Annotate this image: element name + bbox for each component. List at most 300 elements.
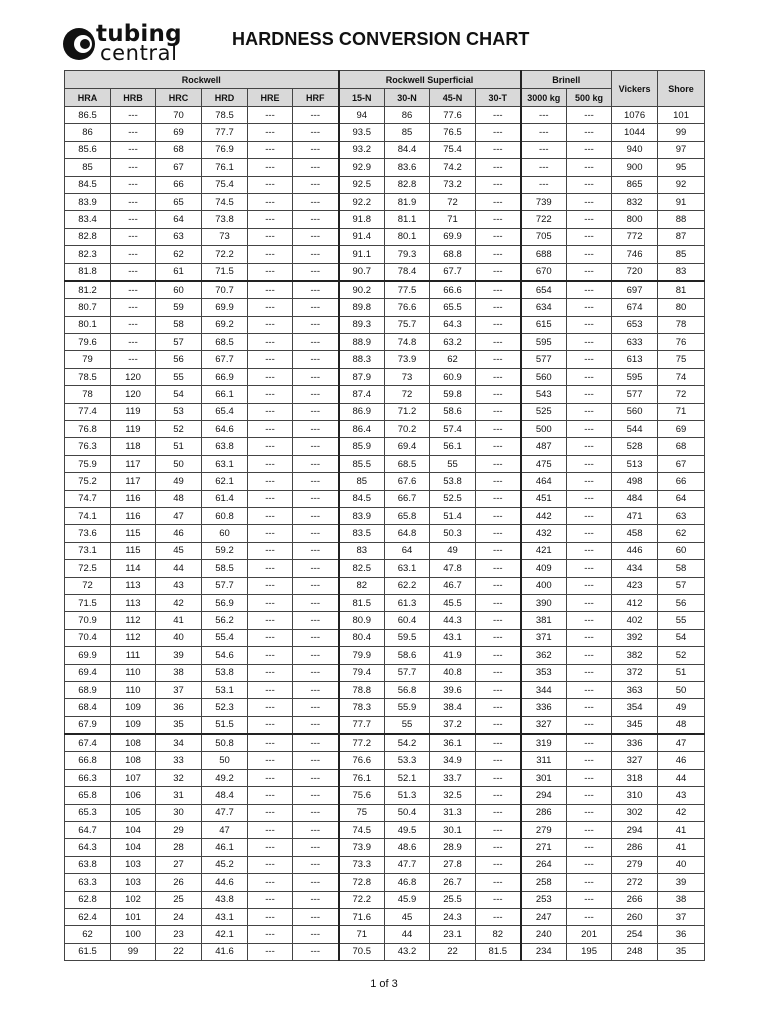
cell-500kg: ---	[567, 455, 612, 472]
cell-15n: 76.1	[339, 769, 385, 786]
cell-shore: 44	[658, 769, 705, 786]
cell-3000kg: 258	[521, 874, 567, 891]
cell-3000kg: 442	[521, 507, 567, 524]
cell-3000kg: 654	[521, 281, 567, 299]
cell-45n: 62	[430, 351, 476, 368]
cell-500kg: ---	[567, 386, 612, 403]
cell-hra: 68.9	[65, 681, 111, 698]
cell-shore: 50	[658, 681, 705, 698]
cell-15n: 82.5	[339, 560, 385, 577]
cell-hre: ---	[248, 455, 293, 472]
cell-45n: 49	[430, 542, 476, 559]
cell-hra: 68.4	[65, 699, 111, 716]
logo-mark-icon	[62, 26, 98, 62]
cell-vickers: 260	[612, 908, 658, 925]
cell-hrf: ---	[293, 577, 339, 594]
cell-15n: 74.5	[339, 822, 385, 839]
cell-hrb: 112	[111, 612, 156, 629]
cell-3000kg: 294	[521, 787, 567, 804]
cell-hre: ---	[248, 629, 293, 646]
cell-hrf: ---	[293, 176, 339, 193]
cell-hrb: 99	[111, 943, 156, 960]
cell-hra: 85	[65, 159, 111, 176]
cell-500kg: ---	[567, 351, 612, 368]
cell-hrb: ---	[111, 124, 156, 141]
cell-45n: 37.2	[430, 716, 476, 734]
cell-hrb: 108	[111, 734, 156, 752]
cell-45n: 57.4	[430, 421, 476, 438]
cell-45n: 56.1	[430, 438, 476, 455]
cell-30t: ---	[476, 647, 521, 664]
cell-hra: 74.1	[65, 507, 111, 524]
cell-500kg: 201	[567, 926, 612, 943]
cell-hrc: 37	[156, 681, 202, 698]
cell-500kg: ---	[567, 107, 612, 124]
cell-500kg: ---	[567, 804, 612, 821]
table-row	[65, 421, 705, 438]
group-header-brinell: Brinell	[521, 71, 612, 89]
cell-30t: 81.5	[476, 943, 521, 960]
cell-500kg: ---	[567, 560, 612, 577]
cell-30t: ---	[476, 787, 521, 804]
cell-3000kg: ---	[521, 159, 567, 176]
cell-hrc: 55	[156, 368, 202, 385]
cell-hrd: 50.8	[202, 734, 248, 752]
cell-500kg: ---	[567, 681, 612, 698]
cell-hra: 78.5	[65, 368, 111, 385]
cell-hrf: ---	[293, 664, 339, 681]
cell-shore: 41	[658, 822, 705, 839]
cell-30n: 75.7	[385, 316, 430, 333]
cell-hrb: 100	[111, 926, 156, 943]
cell-hra: 83.4	[65, 211, 111, 228]
cell-hrc: 36	[156, 699, 202, 716]
cell-30n: 84.4	[385, 141, 430, 158]
cell-45n: 68.8	[430, 246, 476, 263]
cell-hre: ---	[248, 299, 293, 316]
cell-45n: 22	[430, 943, 476, 960]
cell-hrb: 105	[111, 804, 156, 821]
cell-hra: 67.9	[65, 716, 111, 734]
cell-45n: 36.1	[430, 734, 476, 752]
cell-45n: 58.6	[430, 403, 476, 420]
table-body	[65, 107, 705, 961]
cell-vickers: 1076	[612, 107, 658, 124]
cell-hrd: 66.1	[202, 386, 248, 403]
cell-30t: ---	[476, 822, 521, 839]
cell-500kg: ---	[567, 647, 612, 664]
cell-500kg: ---	[567, 246, 612, 263]
cell-hrb: 108	[111, 752, 156, 769]
cell-15n: 75.6	[339, 787, 385, 804]
column-header-45n: 45-N	[430, 89, 476, 107]
column-header-shore: Shore	[658, 71, 705, 107]
cell-500kg: ---	[567, 716, 612, 734]
cell-3000kg: 286	[521, 804, 567, 821]
cell-hrb: 101	[111, 908, 156, 925]
cell-30t: ---	[476, 629, 521, 646]
cell-hrd: 67.7	[202, 351, 248, 368]
cell-hrf: ---	[293, 473, 339, 490]
cell-shore: 87	[658, 228, 705, 245]
cell-15n: 91.8	[339, 211, 385, 228]
cell-3000kg: 271	[521, 839, 567, 856]
cell-hre: ---	[248, 681, 293, 698]
cell-vickers: 577	[612, 386, 658, 403]
cell-30n: 58.6	[385, 647, 430, 664]
cell-hrb: 103	[111, 874, 156, 891]
cell-hrd: 68.5	[202, 334, 248, 351]
table-row	[65, 473, 705, 490]
cell-hrf: ---	[293, 421, 339, 438]
cell-500kg: ---	[567, 403, 612, 420]
cell-15n: 84.5	[339, 490, 385, 507]
cell-45n: 27.8	[430, 856, 476, 873]
table-row	[65, 647, 705, 664]
cell-vickers: 363	[612, 681, 658, 698]
cell-hra: 75.9	[65, 455, 111, 472]
table-row	[65, 629, 705, 646]
cell-hre: ---	[248, 525, 293, 542]
cell-30n: 74.8	[385, 334, 430, 351]
column-header-hra: HRA	[65, 89, 111, 107]
cell-vickers: 528	[612, 438, 658, 455]
cell-hrf: ---	[293, 874, 339, 891]
cell-15n: 79.4	[339, 664, 385, 681]
cell-hrf: ---	[293, 507, 339, 524]
cell-45n: 74.2	[430, 159, 476, 176]
cell-hrc: 26	[156, 874, 202, 891]
cell-hrf: ---	[293, 926, 339, 943]
cell-vickers: 900	[612, 159, 658, 176]
cell-500kg: ---	[567, 525, 612, 542]
cell-30t: 82	[476, 926, 521, 943]
cell-30n: 78.4	[385, 263, 430, 281]
logo-text-central: central	[100, 41, 178, 65]
group-header-rockwell-superficial: Rockwell Superficial	[339, 71, 521, 89]
cell-15n: 80.4	[339, 629, 385, 646]
cell-hrc: 54	[156, 386, 202, 403]
cell-vickers: 382	[612, 647, 658, 664]
cell-500kg: ---	[567, 141, 612, 158]
cell-hrc: 67	[156, 159, 202, 176]
cell-hrd: 59.2	[202, 542, 248, 559]
cell-shore: 51	[658, 664, 705, 681]
cell-hre: ---	[248, 647, 293, 664]
cell-hrf: ---	[293, 455, 339, 472]
cell-15n: 89.8	[339, 299, 385, 316]
cell-hrb: ---	[111, 159, 156, 176]
cell-hrc: 50	[156, 455, 202, 472]
cell-hrd: 48.4	[202, 787, 248, 804]
cell-hrf: ---	[293, 612, 339, 629]
cell-30n: 70.2	[385, 421, 430, 438]
cell-3000kg: 615	[521, 316, 567, 333]
cell-30t: ---	[476, 316, 521, 333]
cell-hra: 76.8	[65, 421, 111, 438]
cell-30n: 80.1	[385, 228, 430, 245]
cell-hrd: 66.9	[202, 368, 248, 385]
cell-hre: ---	[248, 334, 293, 351]
cell-30n: 45	[385, 908, 430, 925]
cell-15n: 79.9	[339, 647, 385, 664]
cell-hrd: 60	[202, 525, 248, 542]
cell-hrd: 69.2	[202, 316, 248, 333]
table-row	[65, 926, 705, 943]
cell-500kg: ---	[567, 438, 612, 455]
cell-hrc: 27	[156, 856, 202, 873]
cell-hrf: ---	[293, 351, 339, 368]
cell-hre: ---	[248, 594, 293, 611]
cell-30t: ---	[476, 193, 521, 210]
cell-30t: ---	[476, 246, 521, 263]
cell-500kg: ---	[567, 211, 612, 228]
cell-hrd: 53.8	[202, 664, 248, 681]
cell-hrc: 63	[156, 228, 202, 245]
page-number: 1 of 3	[370, 978, 398, 990]
cell-500kg: ---	[567, 664, 612, 681]
cell-shore: 83	[658, 263, 705, 281]
cell-hrb: ---	[111, 228, 156, 245]
cell-45n: 64.3	[430, 316, 476, 333]
cell-30n: 76.6	[385, 299, 430, 316]
cell-vickers: 372	[612, 664, 658, 681]
cell-15n: 85.5	[339, 455, 385, 472]
hardness-conversion-table	[64, 70, 705, 961]
cell-hrf: ---	[293, 525, 339, 542]
cell-45n: 73.2	[430, 176, 476, 193]
table-row	[65, 507, 705, 524]
cell-hrc: 64	[156, 211, 202, 228]
cell-45n: 75.4	[430, 141, 476, 158]
cell-500kg: ---	[567, 822, 612, 839]
cell-hrd: 47	[202, 822, 248, 839]
cell-vickers: 279	[612, 856, 658, 873]
cell-hra: 77.4	[65, 403, 111, 420]
cell-30n: 81.9	[385, 193, 430, 210]
cell-3000kg: ---	[521, 124, 567, 141]
table-row	[65, 874, 705, 891]
cell-hra: 74.7	[65, 490, 111, 507]
cell-30n: 65.8	[385, 507, 430, 524]
cell-45n: 67.7	[430, 263, 476, 281]
cell-30t: ---	[476, 699, 521, 716]
cell-hrd: 46.1	[202, 839, 248, 856]
cell-500kg: ---	[567, 542, 612, 559]
cell-500kg: ---	[567, 421, 612, 438]
cell-hre: ---	[248, 560, 293, 577]
table-row	[65, 787, 705, 804]
cell-hre: ---	[248, 403, 293, 420]
cell-500kg: ---	[567, 839, 612, 856]
cell-3000kg: 390	[521, 594, 567, 611]
cell-vickers: 412	[612, 594, 658, 611]
cell-vickers: 310	[612, 787, 658, 804]
cell-500kg: ---	[567, 490, 612, 507]
cell-3000kg: 475	[521, 455, 567, 472]
cell-shore: 85	[658, 246, 705, 263]
cell-15n: 93.2	[339, 141, 385, 158]
cell-hra: 61.5	[65, 943, 111, 960]
cell-hrf: ---	[293, 908, 339, 925]
cell-hre: ---	[248, 211, 293, 228]
cell-30n: 47.7	[385, 856, 430, 873]
cell-30n: 67.6	[385, 473, 430, 490]
cell-hre: ---	[248, 891, 293, 908]
cell-hrb: ---	[111, 281, 156, 299]
cell-3000kg: 234	[521, 943, 567, 960]
cell-hrb: 110	[111, 664, 156, 681]
cell-hra: 69.9	[65, 647, 111, 664]
cell-shore: 60	[658, 542, 705, 559]
cell-hrc: 28	[156, 839, 202, 856]
cell-30t: ---	[476, 769, 521, 786]
cell-500kg: ---	[567, 629, 612, 646]
cell-hrc: 33	[156, 752, 202, 769]
cell-vickers: 513	[612, 455, 658, 472]
cell-30n: 73	[385, 368, 430, 385]
cell-hra: 86.5	[65, 107, 111, 124]
cell-hrc: 25	[156, 891, 202, 908]
cell-45n: 46.7	[430, 577, 476, 594]
cell-30n: 56.8	[385, 681, 430, 698]
cell-45n: 28.9	[430, 839, 476, 856]
table-row	[65, 560, 705, 577]
cell-15n: 90.2	[339, 281, 385, 299]
cell-45n: 65.5	[430, 299, 476, 316]
cell-hre: ---	[248, 490, 293, 507]
table-row	[65, 455, 705, 472]
cell-3000kg: 247	[521, 908, 567, 925]
cell-hre: ---	[248, 664, 293, 681]
cell-hrc: 59	[156, 299, 202, 316]
cell-3000kg: 670	[521, 263, 567, 281]
cell-45n: 44.3	[430, 612, 476, 629]
cell-vickers: 832	[612, 193, 658, 210]
table-row	[65, 681, 705, 698]
cell-30t: ---	[476, 368, 521, 385]
cell-vickers: 560	[612, 403, 658, 420]
cell-30n: 52.1	[385, 769, 430, 786]
table-row	[65, 734, 705, 752]
cell-hra: 64.7	[65, 822, 111, 839]
cell-hre: ---	[248, 246, 293, 263]
table-row	[65, 839, 705, 856]
cell-hrb: 107	[111, 769, 156, 786]
cell-3000kg: 336	[521, 699, 567, 716]
cell-hrc: 29	[156, 822, 202, 839]
cell-shore: 40	[658, 856, 705, 873]
cell-hrc: 42	[156, 594, 202, 611]
cell-hre: ---	[248, 716, 293, 734]
cell-hre: ---	[248, 421, 293, 438]
cell-30t: ---	[476, 716, 521, 734]
cell-15n: 94	[339, 107, 385, 124]
cell-45n: 41.9	[430, 647, 476, 664]
cell-hra: 83.9	[65, 193, 111, 210]
cell-hrc: 57	[156, 334, 202, 351]
cell-30t: ---	[476, 804, 521, 821]
column-header-hre: HRE	[248, 89, 293, 107]
cell-30n: 77.5	[385, 281, 430, 299]
cell-shore: 72	[658, 386, 705, 403]
table-row	[65, 281, 705, 299]
cell-30t: ---	[476, 141, 521, 158]
cell-45n: 51.4	[430, 507, 476, 524]
cell-hrf: ---	[293, 281, 339, 299]
table-row	[65, 594, 705, 611]
cell-hrd: 50	[202, 752, 248, 769]
cell-shore: 42	[658, 804, 705, 821]
cell-hrd: 52.3	[202, 699, 248, 716]
cell-15n: 85	[339, 473, 385, 490]
cell-hrf: ---	[293, 386, 339, 403]
cell-15n: 92.2	[339, 193, 385, 210]
cell-30n: 51.3	[385, 787, 430, 804]
column-header-30t: 30-T	[476, 89, 521, 107]
cell-hrc: 22	[156, 943, 202, 960]
table-row	[65, 891, 705, 908]
cell-hrd: 62.1	[202, 473, 248, 490]
cell-shore: 38	[658, 891, 705, 908]
cell-30t: ---	[476, 560, 521, 577]
cell-30t: ---	[476, 211, 521, 228]
cell-shore: 95	[658, 159, 705, 176]
cell-hrd: 69.9	[202, 299, 248, 316]
table-row	[65, 211, 705, 228]
cell-500kg: 195	[567, 943, 612, 960]
cell-500kg: ---	[567, 334, 612, 351]
cell-vickers: 354	[612, 699, 658, 716]
cell-15n: 77.2	[339, 734, 385, 752]
cell-3000kg: ---	[521, 176, 567, 193]
cell-hra: 81.8	[65, 263, 111, 281]
cell-vickers: 266	[612, 891, 658, 908]
cell-30n: 43.2	[385, 943, 430, 960]
cell-hre: ---	[248, 124, 293, 141]
cell-hre: ---	[248, 438, 293, 455]
cell-hre: ---	[248, 281, 293, 299]
cell-hre: ---	[248, 507, 293, 524]
cell-30n: 50.4	[385, 804, 430, 821]
cell-hra: 66.3	[65, 769, 111, 786]
cell-hrb: 113	[111, 577, 156, 594]
cell-15n: 70.5	[339, 943, 385, 960]
cell-shore: 46	[658, 752, 705, 769]
cell-500kg: ---	[567, 612, 612, 629]
cell-shore: 35	[658, 943, 705, 960]
column-header-hrb: HRB	[111, 89, 156, 107]
cell-shore: 75	[658, 351, 705, 368]
cell-shore: 67	[658, 455, 705, 472]
cell-hra: 72	[65, 577, 111, 594]
cell-30n: 49.5	[385, 822, 430, 839]
cell-hrb: 109	[111, 699, 156, 716]
cell-hrf: ---	[293, 594, 339, 611]
cell-500kg: ---	[567, 699, 612, 716]
cell-hrb: 104	[111, 839, 156, 856]
cell-hrb: 117	[111, 455, 156, 472]
cell-vickers: 248	[612, 943, 658, 960]
cell-30t: ---	[476, 386, 521, 403]
cell-3000kg: 634	[521, 299, 567, 316]
cell-hrb: 119	[111, 403, 156, 420]
cell-500kg: ---	[567, 874, 612, 891]
cell-vickers: 286	[612, 839, 658, 856]
cell-30n: 73.9	[385, 351, 430, 368]
cell-hrf: ---	[293, 804, 339, 821]
cell-vickers: 318	[612, 769, 658, 786]
